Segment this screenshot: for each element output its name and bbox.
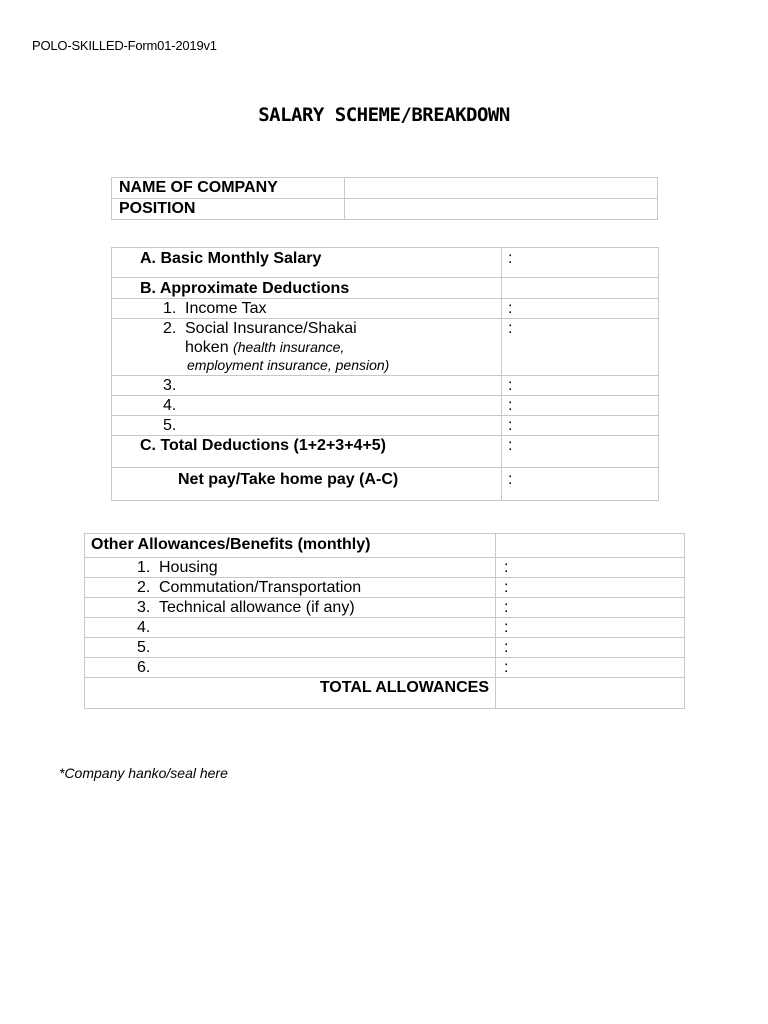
table-row	[85, 678, 685, 709]
item-note-cont: employment insurance, pension)	[187, 357, 390, 373]
company-name-label: NAME OF COMPANY	[112, 178, 345, 199]
allowance-6-field[interactable]: :	[496, 658, 685, 678]
net-pay-label: Net pay/Take home pay (A-C)	[112, 468, 502, 501]
deduction-item	[112, 319, 502, 376]
basic-salary-field[interactable]: :	[502, 248, 659, 278]
item-label: Income Tax	[185, 300, 267, 317]
deduction-item	[112, 376, 502, 396]
item-note: (health insurance,	[233, 339, 345, 355]
deduction-4-field[interactable]: :	[502, 396, 659, 416]
allowances-heading-field	[496, 534, 685, 558]
form-id: POLO-SKILLED-Form01-2019v1	[32, 38, 217, 53]
allowance-item	[85, 658, 496, 678]
deduction-item	[112, 396, 502, 416]
item-number: 3.	[137, 599, 151, 616]
table-row	[85, 638, 685, 658]
page-title: SALARY SCHEME/BREAKDOWN	[258, 104, 510, 126]
total-allowances-label: TOTAL ALLOWANCES	[85, 678, 496, 709]
item-number: 2.	[163, 320, 177, 337]
item-label: Technical allowance (if any)	[159, 599, 355, 616]
item-number: 1.	[137, 559, 151, 576]
table-row	[112, 248, 659, 278]
allowance-4-field[interactable]: :	[496, 618, 685, 638]
allowance-item	[85, 558, 496, 578]
position-label: POSITION	[112, 199, 345, 220]
allowances-heading: Other Allowances/Benefits (monthly)	[85, 534, 496, 558]
housing-field[interactable]: :	[496, 558, 685, 578]
table-row	[85, 534, 685, 558]
table-row	[112, 468, 659, 501]
basic-salary-label: A. Basic Monthly Salary	[112, 248, 502, 278]
table-row	[85, 598, 685, 618]
seal-note: *Company hanko/seal here	[59, 765, 228, 781]
item-number: 4.	[137, 619, 151, 636]
table-row	[85, 658, 685, 678]
table-row	[112, 299, 659, 319]
item-number: 2.	[137, 579, 151, 596]
table-row	[112, 278, 659, 299]
item-number: 6.	[137, 659, 151, 676]
allowance-item	[85, 618, 496, 638]
item-label: Commutation/Transportation	[159, 579, 362, 596]
table-row	[112, 178, 658, 199]
allowance-5-field[interactable]: :	[496, 638, 685, 658]
salary-breakdown-table	[111, 247, 659, 501]
table-row	[85, 558, 685, 578]
deductions-heading-field	[502, 278, 659, 299]
item-number: 3.	[163, 377, 177, 394]
total-deductions-label: C. Total Deductions (1+2+3+4+5)	[112, 436, 502, 468]
deductions-heading: B. Approximate Deductions	[112, 278, 502, 299]
item-number: 5.	[163, 417, 177, 434]
deduction-item	[112, 299, 502, 319]
company-name-field[interactable]	[345, 178, 658, 199]
item-label-cont: hoken	[185, 339, 229, 356]
total-allowances-field[interactable]	[496, 678, 685, 709]
table-row	[85, 578, 685, 598]
social-insurance-field[interactable]: :	[502, 319, 659, 376]
item-label: Social Insurance/Shakai	[185, 320, 357, 337]
deduction-item	[112, 416, 502, 436]
table-row	[112, 416, 659, 436]
allowance-item	[85, 598, 496, 618]
allowance-item	[85, 638, 496, 658]
table-row	[112, 376, 659, 396]
table-row	[112, 396, 659, 416]
table-row	[112, 436, 659, 468]
total-deductions-field[interactable]: :	[502, 436, 659, 468]
income-tax-field[interactable]: :	[502, 299, 659, 319]
table-row	[112, 199, 658, 220]
technical-allowance-field[interactable]: :	[496, 598, 685, 618]
table-row	[85, 618, 685, 638]
item-label: Housing	[159, 559, 218, 576]
table-row	[112, 319, 659, 376]
deduction-5-field[interactable]: :	[502, 416, 659, 436]
company-info-table	[111, 177, 658, 220]
item-number: 5.	[137, 639, 151, 656]
position-field[interactable]	[345, 199, 658, 220]
item-number: 4.	[163, 397, 177, 414]
deduction-3-field[interactable]: :	[502, 376, 659, 396]
commutation-field[interactable]: :	[496, 578, 685, 598]
allowance-item	[85, 578, 496, 598]
item-number: 1.	[163, 300, 177, 317]
allowances-table	[84, 533, 685, 709]
net-pay-field[interactable]: :	[502, 468, 659, 501]
